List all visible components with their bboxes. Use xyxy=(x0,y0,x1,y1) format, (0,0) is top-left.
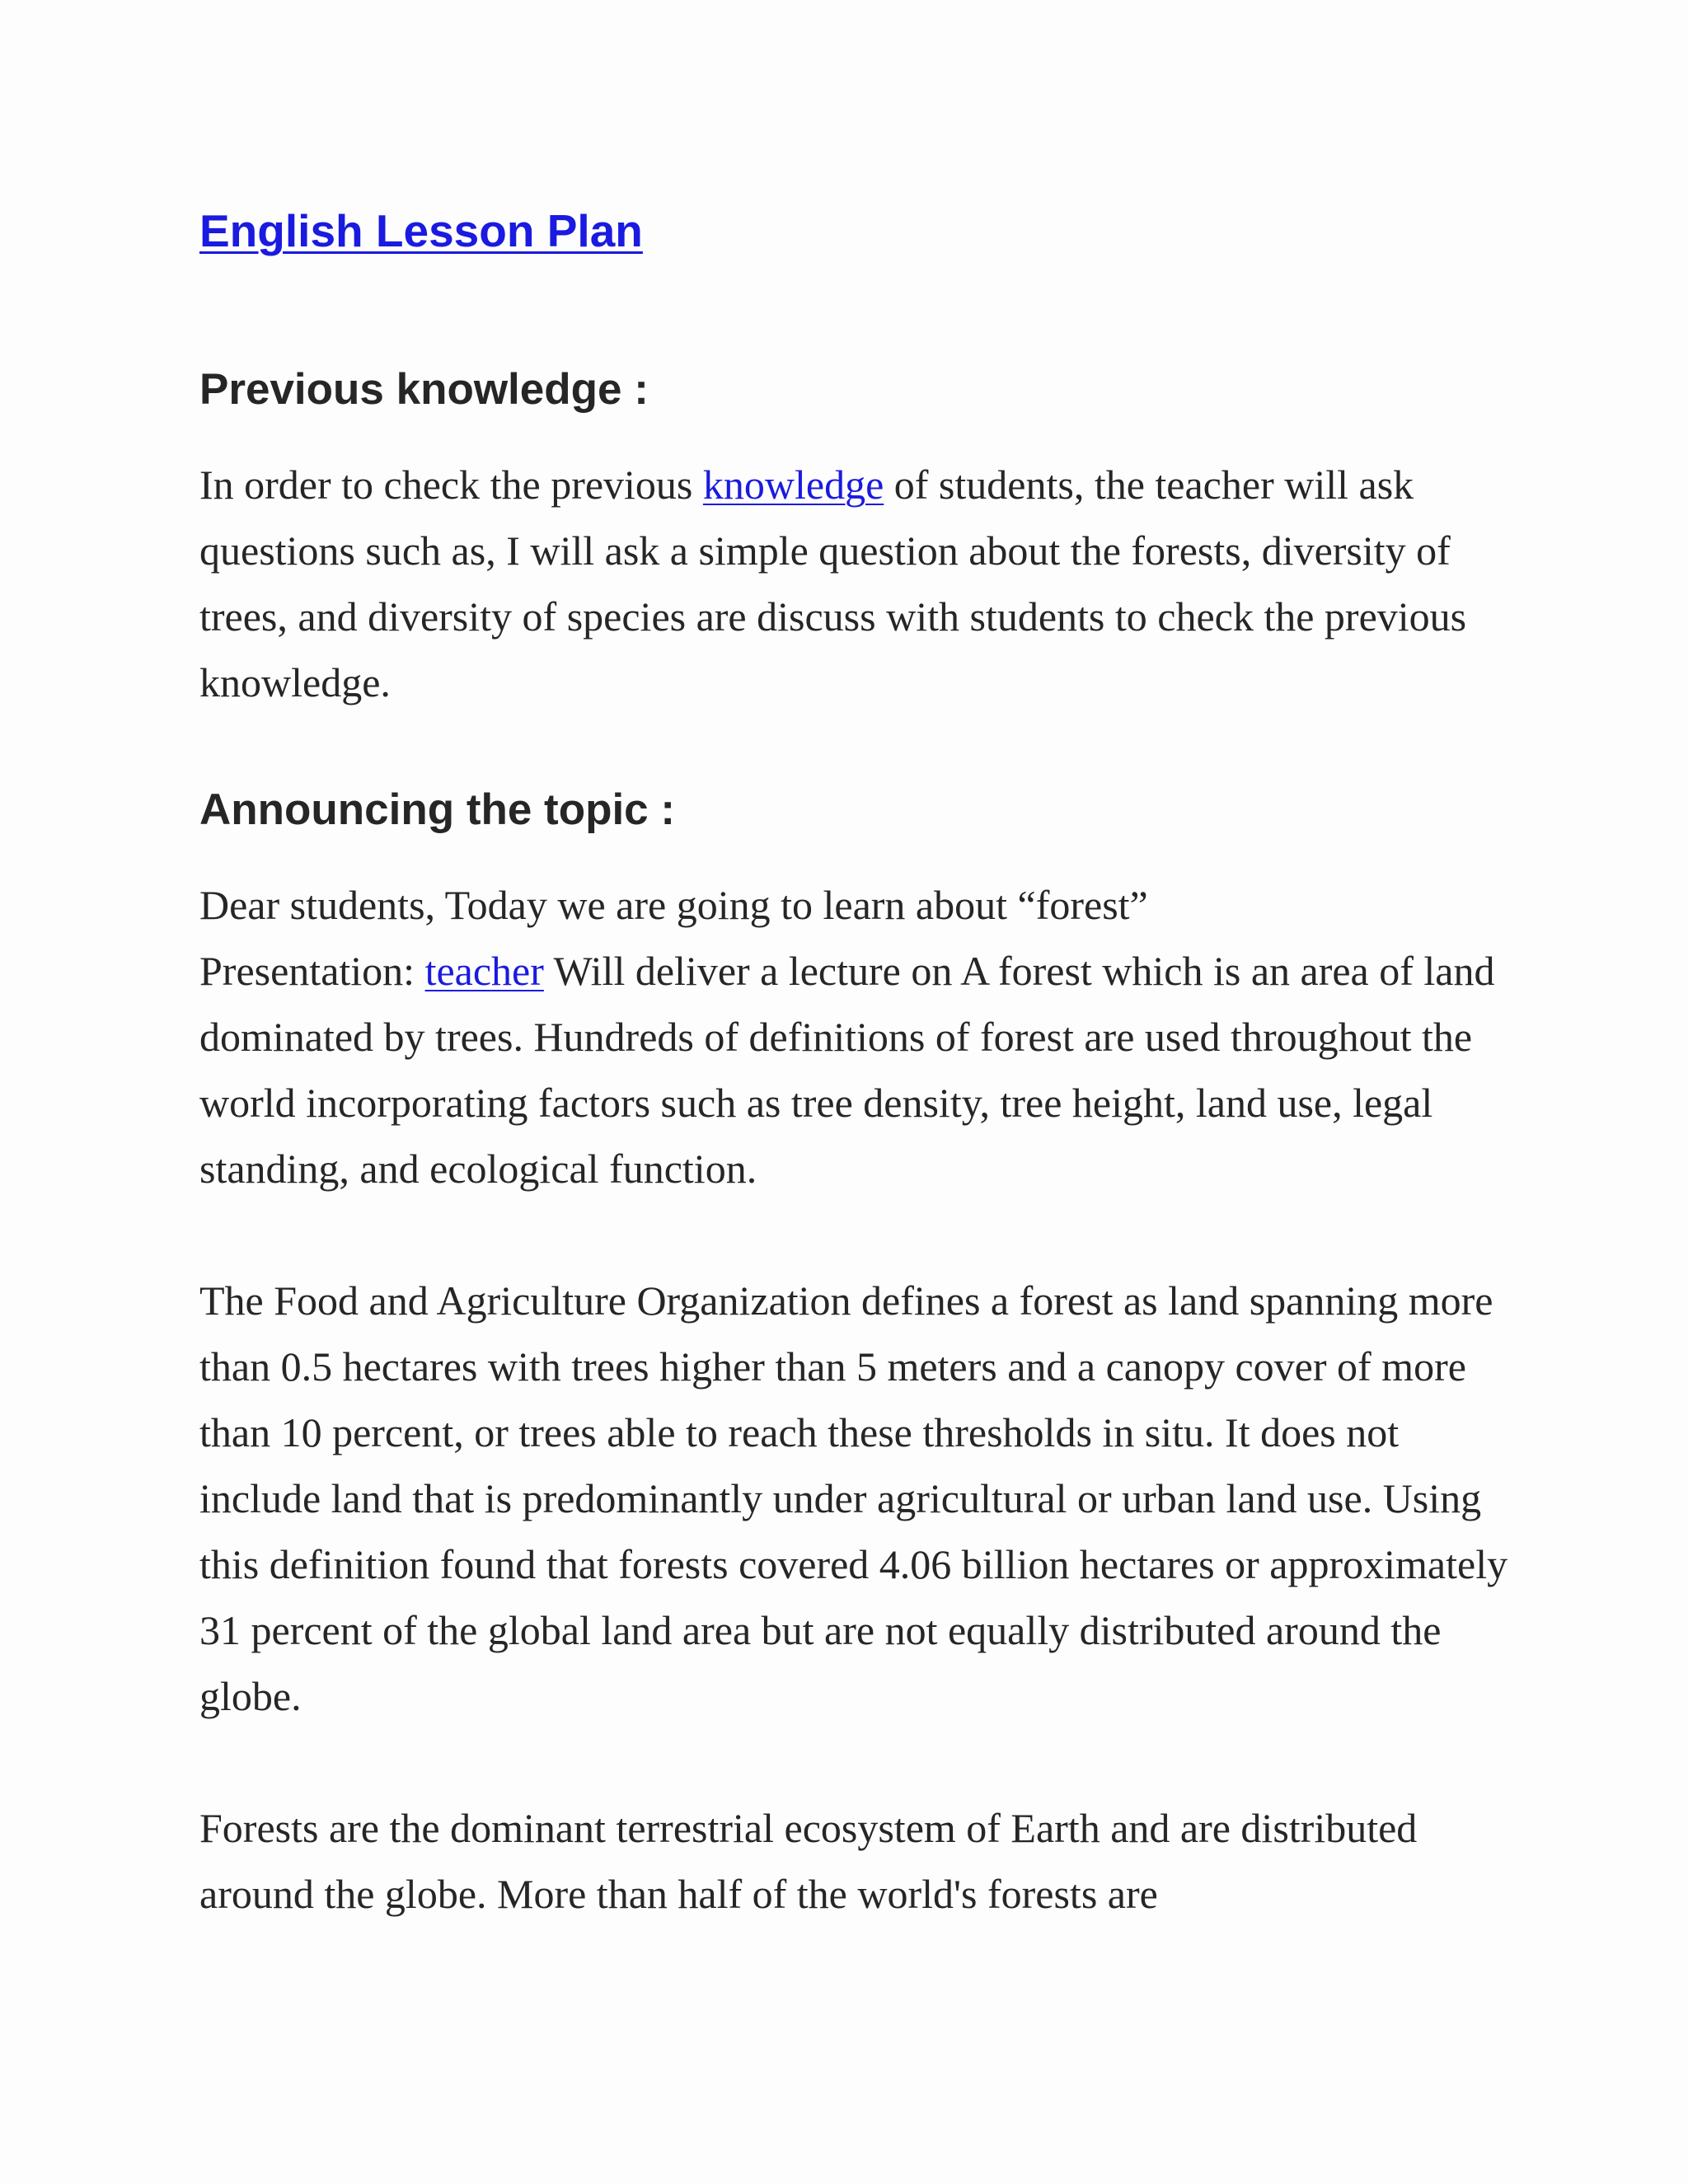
text-run: Will deliver a lecture on A forest which is an area of land dominated by trees. Hundreds of definitions of forest are used throughout the world incorporating factors such as tree density, tree height, land use, legal standing, and ecological function. xyxy=(199,948,1495,1192)
paragraph-forest-distribution: Forests are the dominant terrestrial ecosystem of Earth and are distributed around the globe. More than half of the world's forests are xyxy=(199,1805,1418,1917)
paragraph-fao-definition: The Food and Agriculture Organization defines a forest as land spanning more than 0.5 hectares with trees higher than 5 meters and a canopy cover of more than 10 percent, or trees able to reach these thresholds in situ. It does not include land that is predominantly under agricultural or urban land use. Using this definition found that forests covered 4.06 billion hectares or approximately 31 percent of the global land area but are not equally distributed around the globe. xyxy=(199,1277,1508,1719)
text-run: of students, the teacher will ask questions such as, I will ask a simple question about the forests, diversity of trees, and diversity of species are discuss with students to check the previous knowledge. xyxy=(199,462,1467,705)
heading-previous-knowledge: Previous knowledge : xyxy=(199,365,649,414)
paragraph-presentation xyxy=(199,872,1510,1202)
document-title xyxy=(199,198,1510,264)
knowledge-link[interactable]: knowledge xyxy=(702,462,884,508)
title-link[interactable]: English Lesson Plan xyxy=(199,205,643,256)
document-content xyxy=(199,198,1510,1927)
text-run: Presentation: xyxy=(199,948,425,994)
heading-announcing-topic: Announcing the topic : xyxy=(199,785,676,834)
text-run: In order to check the previous xyxy=(199,462,703,508)
paragraph-previous-knowledge xyxy=(199,452,1510,715)
intro-line: Dear students, Today we are going to learn about “forest” xyxy=(199,882,1148,928)
teacher-link[interactable]: teacher xyxy=(424,948,544,994)
